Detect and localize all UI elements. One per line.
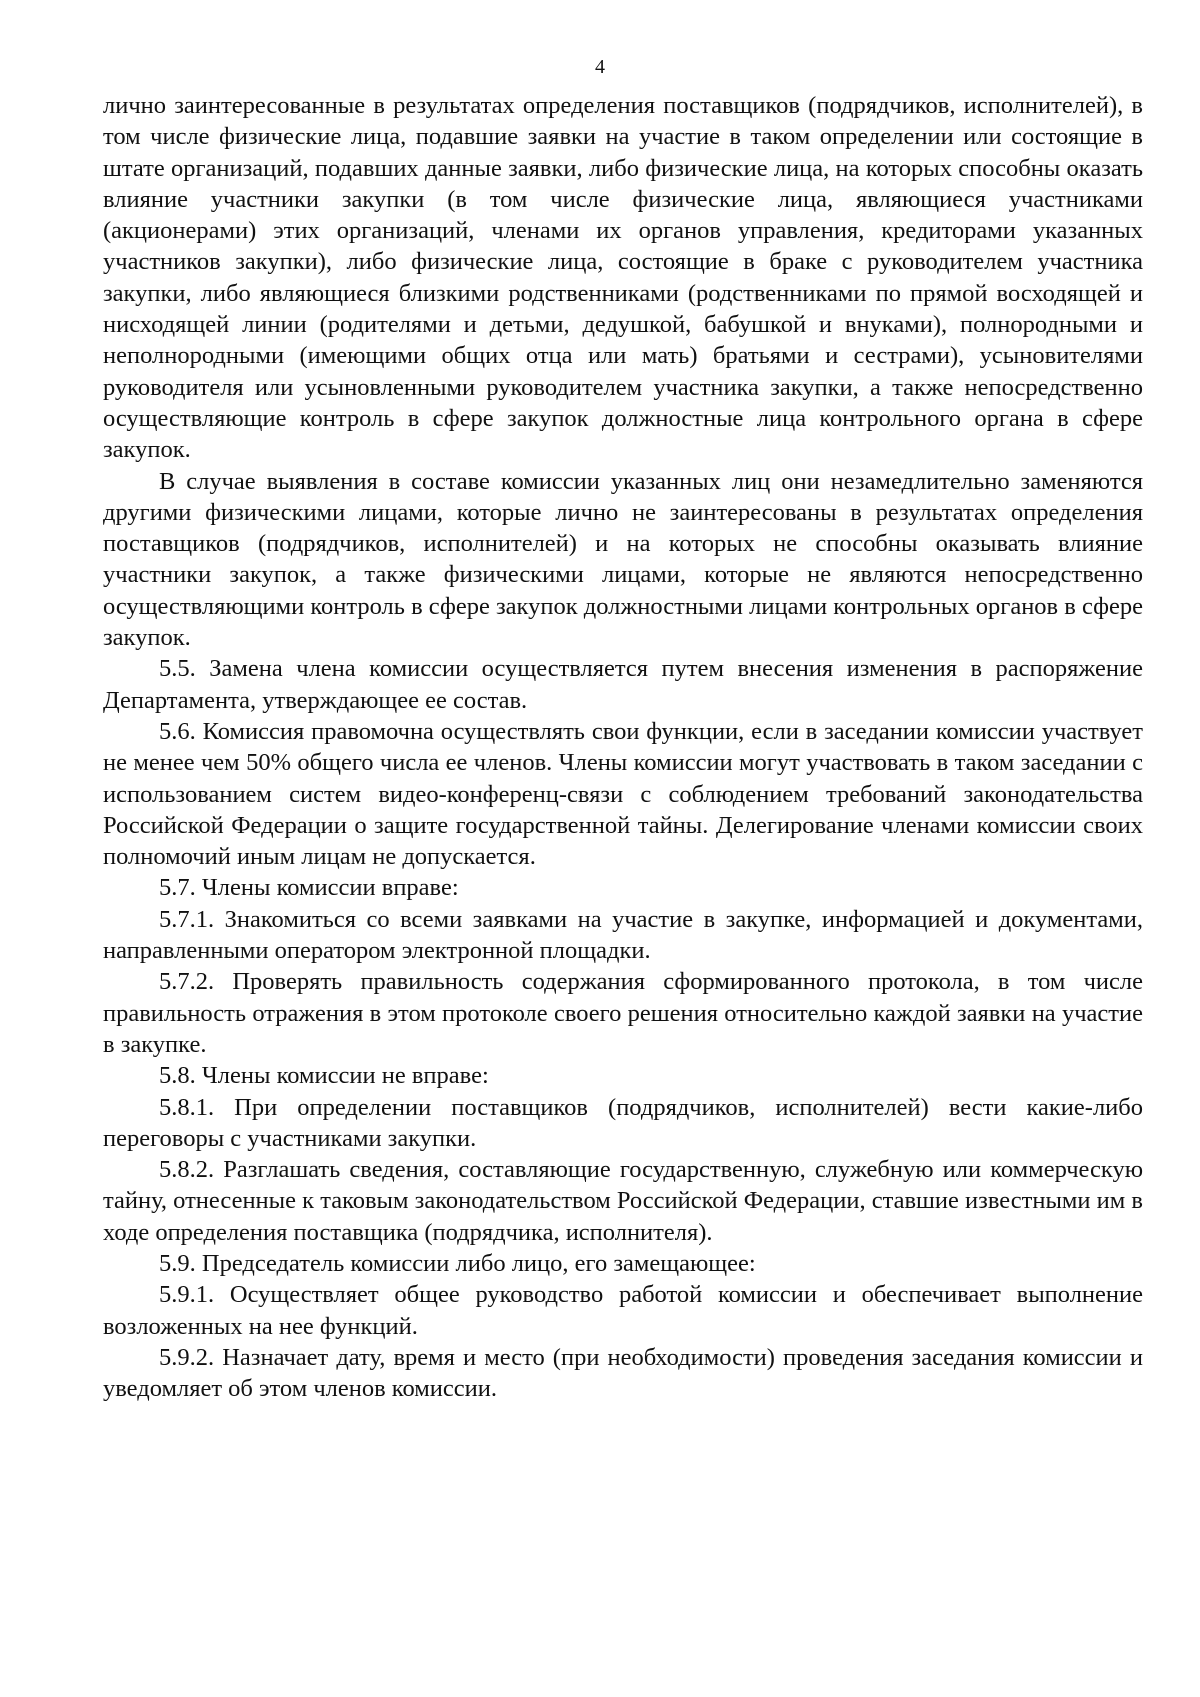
paragraph-continuation: лично заинтересованные в результатах определения поставщиков (подрядчиков, исполнителей), в том числе физические лица, подавшие заявки на участие в таком определении или состоящие в штате организаций, подавших данные заявки, либо физические лица, на которых способны оказать влияние участники закупки (в том числе физические лица, являющиеся участниками (акционерами) этих организаций, членами их органов управления, кредиторами указанных участников закупки), либо физические лица, состоящие в браке с руководителем участника закупки, либо являющиеся близкими родственниками (родственниками по прямой восходящей и нисходящей линии (родителями и детьми, дедушкой, бабушкой и внуками), полнородными и неполнородными (имеющими общих отца или мать) братьями и сестрами), усыновителями руководителя или усыновленными руководителем участника закупки, а также непосредственно осуществляющие контроль в сфере закупок должностные лица контрольного органа в сфере закупок. <box>103 92 1143 464</box>
paragraph-5-8-1: 5.8.1. При определении поставщиков (подрядчиков, исполнителей) вести какие-либо переговоры с участниками закупки. <box>103 1093 1143 1152</box>
paragraph-5-6: 5.6. Комиссия правомочна осуществлять свои функции, если в заседании комиссии участвует не менее чем 50% общего числа ее членов. Члены комиссии могут участвовать в таком заседании с использованием систем видео-конференц-связи с соблюдением требований законодательства Российской Федерации о защите государственной тайны. Делегирование членами комиссии своих полномочий иным лицам не допускается. <box>103 717 1143 871</box>
paragraph-5-9-1: 5.9.1. Осуществляет общее руководство работой комиссии и обеспечивает выполнение возложенных на нее функций. <box>103 1281 1143 1340</box>
paragraph-5-7: 5.7. Члены комиссии вправе: <box>159 874 459 902</box>
paragraph-5-5: 5.5. Замена члена комиссии осуществляется путем внесения изменения в распоряжение Департамента, утверждающее ее состав. <box>103 655 1143 714</box>
paragraph-5-7-1: 5.7.1. Знакомиться со всеми заявками на участие в закупке, информацией и документами, направленными оператором электронной площадки. <box>103 905 1143 965</box>
paragraph-5-8: 5.8. Члены комиссии не вправе: <box>159 1062 489 1090</box>
document-body <box>103 90 1143 1404</box>
paragraph-5-8-2: 5.8.2. Разглашать сведения, составляющие государственную, служебную или коммерческую тайну, отнесенные к таковым законодательством Российской Федерации, ставшие известными им в ходе определения поставщика (подрядчика, исполнителя). <box>103 1156 1143 1246</box>
paragraph-5-9: 5.9. Председатель комиссии либо лицо, его замещающее: <box>159 1249 756 1277</box>
paragraph-replacement-of-members: В случае выявления в составе комиссии указанных лиц они незамедлительно заменяются другими физическими лицами, которые лично не заинтересованы в результатах определения поставщиков (подрядчиков, исполнителей) и на которых не способны оказывать влияние участники закупок, а также физическими лицами, которые не являются непосредственно осуществляющими контроль в сфере закупок должностными лицами контрольных органов в сфере закупок. <box>103 467 1143 652</box>
paragraph-5-9-2: 5.9.2. Назначает дату, время и место (при необходимости) проведения заседания комиссии и уведомляет об этом членов комиссии. <box>103 1343 1143 1403</box>
page-number: 4 <box>595 56 605 78</box>
paragraph-5-7-2: 5.7.2. Проверять правильность содержания сформированного протокола, в том числе правильность отражения в этом протоколе своего решения относительно каждой заявки на участие в закупке. <box>103 968 1143 1058</box>
